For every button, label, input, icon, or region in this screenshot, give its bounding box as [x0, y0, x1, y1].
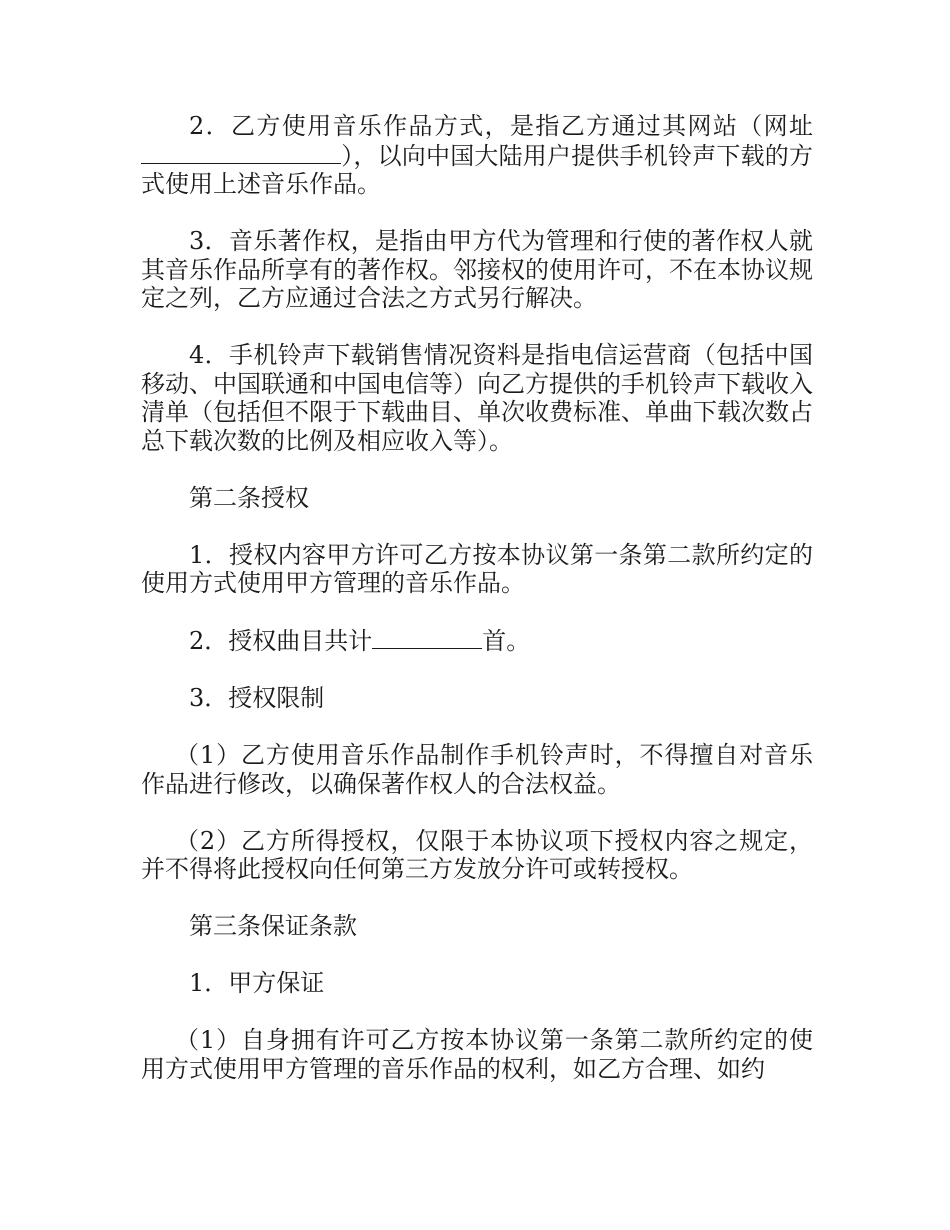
- paragraph-sales-data: 4．手机铃声下载销售情况资料是指电信运营商（包括中国移动、中国联通和中国电信等）向乙方提供的手机铃声下载收入清单（包括但不限于下载曲目、单次收费标准、单曲下载次数占总下载次数的比例及相应收入等）。: [141, 341, 813, 455]
- paragraph-party-a-rights: （1）自身拥有许可乙方按本协议第一条第二款所约定的使用方式使用甲方管理的音乐作品的权利，如乙方合理、如约: [141, 1026, 813, 1083]
- paragraph-music-copyright: 3．音乐著作权，是指由甲方代为管理和行使的著作权人就其音乐作品所享有的著作权。邻接权的使用许可，不在本协议规定之列，乙方应通过合法之方式另行解决。: [141, 227, 813, 312]
- track-count-blank: [372, 626, 482, 649]
- website-url-blank: [141, 141, 341, 164]
- paragraph-limit-no-sublicense: （2）乙方所得授权，仅限于本协议项下授权内容之规定，并不得将此授权向任何第三方发放分许可或转授权。: [141, 826, 813, 883]
- paragraph-text: 2．乙方使用音乐作品方式，是指乙方通过其网站（网址: [189, 112, 813, 140]
- paragraph-party-a-warranty: 1．甲方保证: [189, 969, 325, 997]
- paragraph-text: 2．授权曲目共计: [189, 627, 373, 655]
- paragraph-text: ），以向中国大陆用户提供手机铃声下载的方式使用上述音乐作品。: [141, 141, 813, 198]
- paragraph-limit-no-modification: （1）乙方使用音乐作品制作手机铃声时，不得擅自对音乐作品进行修改，以确保著作权人的合法权益。: [141, 741, 813, 798]
- paragraph-authorization-content: 1．授权内容甲方许可乙方按本协议第一条第二款所约定的使用方式使用甲方管理的音乐作品。: [141, 540, 813, 597]
- paragraph-authorization-limits: 3．授权限制: [189, 684, 325, 712]
- section-heading-warranty: 第三条保证条款: [189, 912, 357, 940]
- paragraph-authorized-track-count: [141, 626, 813, 656]
- section-heading-authorization: 第二条授权: [189, 483, 309, 512]
- paragraph-usage-method: [141, 112, 813, 199]
- document-body: [141, 112, 813, 1112]
- paragraph-text: 首。: [482, 627, 531, 655]
